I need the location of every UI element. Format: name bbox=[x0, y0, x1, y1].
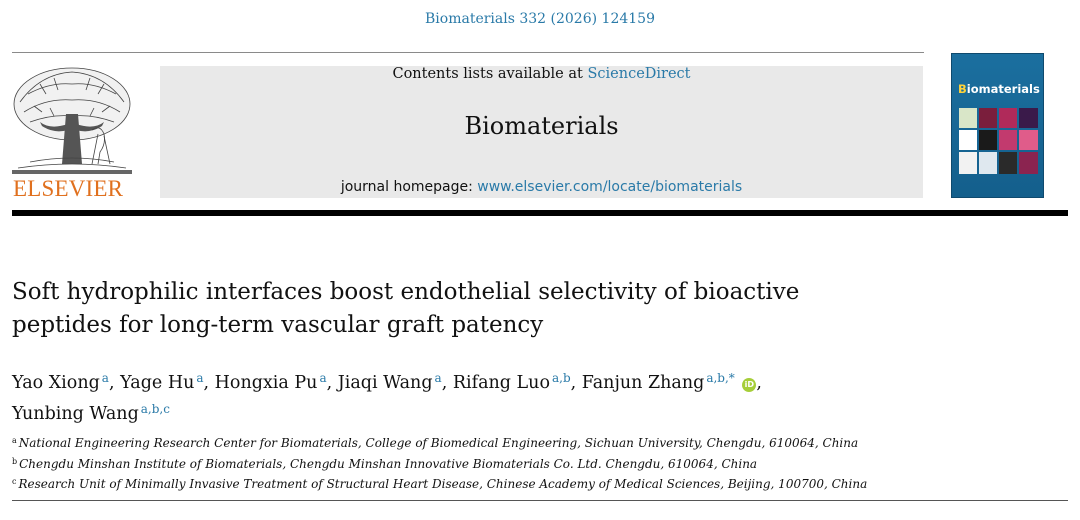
header-divider bbox=[12, 52, 924, 53]
journal-banner bbox=[160, 66, 923, 198]
cover-title-rest: iomaterials bbox=[966, 82, 1040, 96]
author-affiliation-mark[interactable]: a,b,c bbox=[140, 402, 170, 416]
author-separator: , bbox=[441, 373, 453, 393]
orcid-icon[interactable]: iD bbox=[742, 378, 756, 392]
author-affiliation-mark[interactable]: a bbox=[319, 371, 327, 385]
author-separator: , bbox=[326, 373, 338, 393]
affiliation-text: Research Unit of Minimally Invasive Treatment of Structural Heart Disease, Chinese Academy of Medical Sciences, Beijing, 100700, China bbox=[18, 477, 868, 491]
author-affiliation-mark[interactable]: a bbox=[101, 371, 109, 385]
affiliation-item bbox=[12, 453, 1072, 474]
homepage-link[interactable]: www.elsevier.com/locate/biomaterials bbox=[477, 179, 743, 195]
author-name[interactable]: Rifang Luo bbox=[452, 373, 550, 393]
journal-homepage-line bbox=[160, 179, 923, 195]
section-divider bbox=[12, 500, 1068, 501]
author-affiliation-mark[interactable]: a,b,* bbox=[706, 371, 735, 385]
affiliation-item bbox=[12, 473, 1072, 494]
journal-cover-image[interactable] bbox=[951, 53, 1044, 198]
cover-mosaic bbox=[959, 108, 1038, 174]
article-title-line-1: Soft hydrophilic interfaces boost endothelial selectivity of bioactive bbox=[12, 279, 800, 305]
author-name[interactable]: Yage Hu bbox=[120, 373, 195, 393]
author-separator: , bbox=[570, 373, 582, 393]
affiliation-text: National Engineering Research Center for Biomaterials, College of Biomedical Engineering, Sichuan University, Chengdu, 610064, China bbox=[18, 436, 859, 450]
article-title bbox=[12, 276, 1012, 342]
homepage-prefix: journal homepage: bbox=[340, 179, 478, 195]
elsevier-wordmark: ELSEVIER bbox=[13, 176, 124, 201]
sciencedirect-link[interactable]: ScienceDirect bbox=[587, 66, 691, 82]
author-affiliation-mark[interactable]: a,b bbox=[551, 371, 571, 385]
author-name[interactable]: Jiaqi Wang bbox=[337, 373, 433, 393]
author-affiliation-mark[interactable]: a bbox=[196, 371, 204, 385]
author-name[interactable]: Hongxia Pu bbox=[214, 373, 318, 393]
cover-title bbox=[958, 82, 1040, 96]
affiliation-list bbox=[12, 432, 1072, 494]
contents-prefix: Contents lists available at bbox=[392, 66, 588, 82]
author-name[interactable]: Yao Xiong bbox=[12, 373, 100, 393]
author-separator: , bbox=[203, 373, 215, 393]
author-separator: , bbox=[108, 373, 121, 393]
header-thick-rule bbox=[12, 210, 1068, 216]
affiliation-mark: a bbox=[12, 436, 17, 445]
affiliation-mark: c bbox=[12, 477, 17, 486]
author-name[interactable]: Yunbing Wang bbox=[12, 404, 139, 424]
affiliation-item bbox=[12, 432, 1072, 453]
contents-lists-line bbox=[160, 66, 923, 82]
journal-citation[interactable]: Biomaterials 332 (2026) 124159 bbox=[425, 11, 655, 27]
affiliation-mark: b bbox=[12, 456, 18, 466]
journal-name: Biomaterials bbox=[464, 112, 619, 140]
cover-title-initial: B bbox=[958, 82, 967, 96]
author-list bbox=[12, 365, 1052, 427]
affiliation-text: Chengdu Minshan Institute of Biomaterials, Chengdu Minshan Innovative Biomaterials Co. Ltd. Chengdu, 610064, China bbox=[19, 456, 758, 471]
author-affiliation-mark[interactable]: a bbox=[434, 371, 442, 385]
author-separator: , bbox=[756, 373, 762, 393]
article-title-line-2: peptides for long-term vascular graft patency bbox=[12, 312, 544, 338]
author-name[interactable]: Fanjun Zhang bbox=[581, 373, 705, 393]
